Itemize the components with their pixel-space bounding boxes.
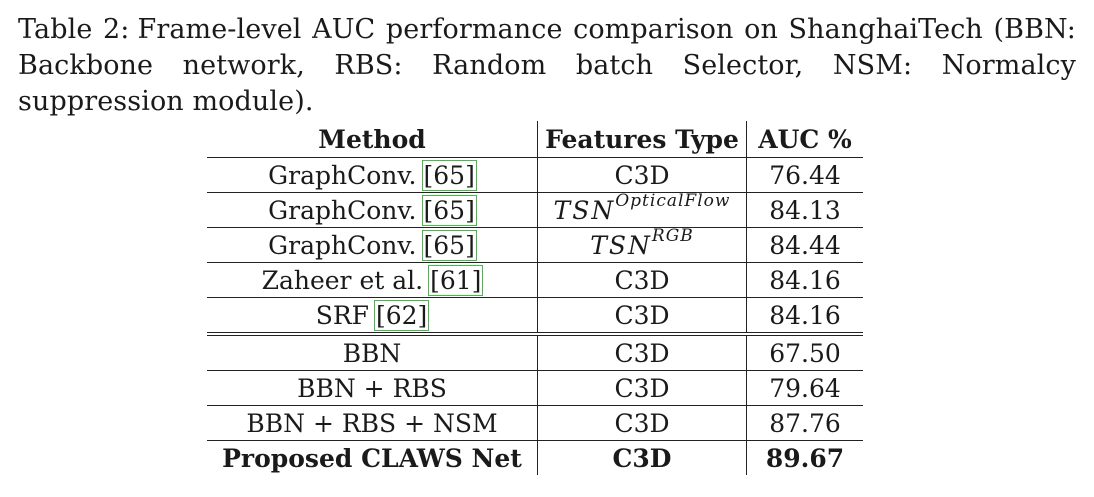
auc-cell: 76.44 (747, 158, 864, 193)
header-features-type: Features Type (538, 121, 747, 158)
features-value: C3D (614, 300, 670, 330)
table-caption (18, 12, 1076, 120)
auc-cell: 84.16 (747, 298, 864, 335)
citation-link[interactable]: [61] (430, 265, 482, 295)
features-value: C3D (614, 160, 670, 190)
features-cell: C3D (538, 334, 747, 371)
table-row (207, 371, 863, 406)
features-cell (538, 298, 747, 335)
table-row (207, 263, 863, 298)
method-cell (207, 298, 538, 335)
table-row (207, 158, 863, 193)
header-auc: AUC % (747, 121, 864, 158)
method-cell: BBN + RBS (207, 371, 538, 406)
features-cell (538, 225, 747, 263)
features-superscript: OpticalFlow (615, 190, 731, 211)
citation-link[interactable]: [65] (423, 230, 475, 260)
table-row-proposed (207, 441, 863, 476)
method-name: GraphConv. (268, 160, 417, 190)
features-cell: C3D (538, 441, 747, 476)
features-cell: C3D (538, 406, 747, 441)
results-table (207, 121, 863, 475)
auc-cell: 84.16 (747, 263, 864, 298)
method-cell (207, 263, 538, 298)
method-cell (207, 228, 538, 263)
method-cell: BBN + RBS + NSM (207, 406, 538, 441)
citation-link[interactable]: [65] (423, 195, 475, 225)
features-value: C3D (614, 265, 670, 295)
table-row (207, 228, 863, 263)
features-superscript: RGB (651, 225, 694, 246)
caption-text: Frame-level AUC performance comparison on ShanghaiTech (BBN: Backbone network, RBS: Random batch Selector, NSM: Normalcy suppression module). (18, 14, 1076, 117)
method-name: GraphConv. (268, 230, 417, 260)
auc-cell: 87.76 (747, 406, 864, 441)
features-cell (538, 263, 747, 298)
caption-label: Table 2: (18, 14, 130, 45)
table-row (207, 193, 863, 228)
features-math (553, 190, 731, 226)
features-value: TSN (553, 196, 616, 226)
features-cell (538, 190, 747, 228)
method-cell: Proposed CLAWS Net (207, 441, 538, 476)
auc-cell: 89.67 (765, 443, 845, 473)
table-row (207, 406, 863, 441)
citation-link[interactable]: [62] (375, 300, 428, 330)
method-cell (207, 158, 538, 193)
method-cell (207, 193, 538, 228)
method-cell: BBN (207, 334, 538, 371)
method-name: Zaheer et al. (261, 265, 424, 295)
auc-cell: 67.50 (747, 334, 864, 371)
features-value: TSN (590, 231, 652, 261)
features-cell (538, 158, 747, 193)
table-row (207, 334, 863, 371)
table-header-row (207, 121, 863, 158)
auc-cell: 84.13 (747, 193, 864, 228)
features-math (590, 225, 694, 261)
method-name: SRF (315, 300, 369, 330)
auc-cell: 79.64 (747, 371, 864, 406)
header-method: Method (207, 121, 538, 158)
table-row (207, 298, 863, 335)
citation-link[interactable]: [65] (423, 160, 475, 190)
features-cell: C3D (538, 371, 747, 406)
method-name: GraphConv. (268, 195, 417, 225)
auc-cell: 84.44 (747, 228, 864, 263)
